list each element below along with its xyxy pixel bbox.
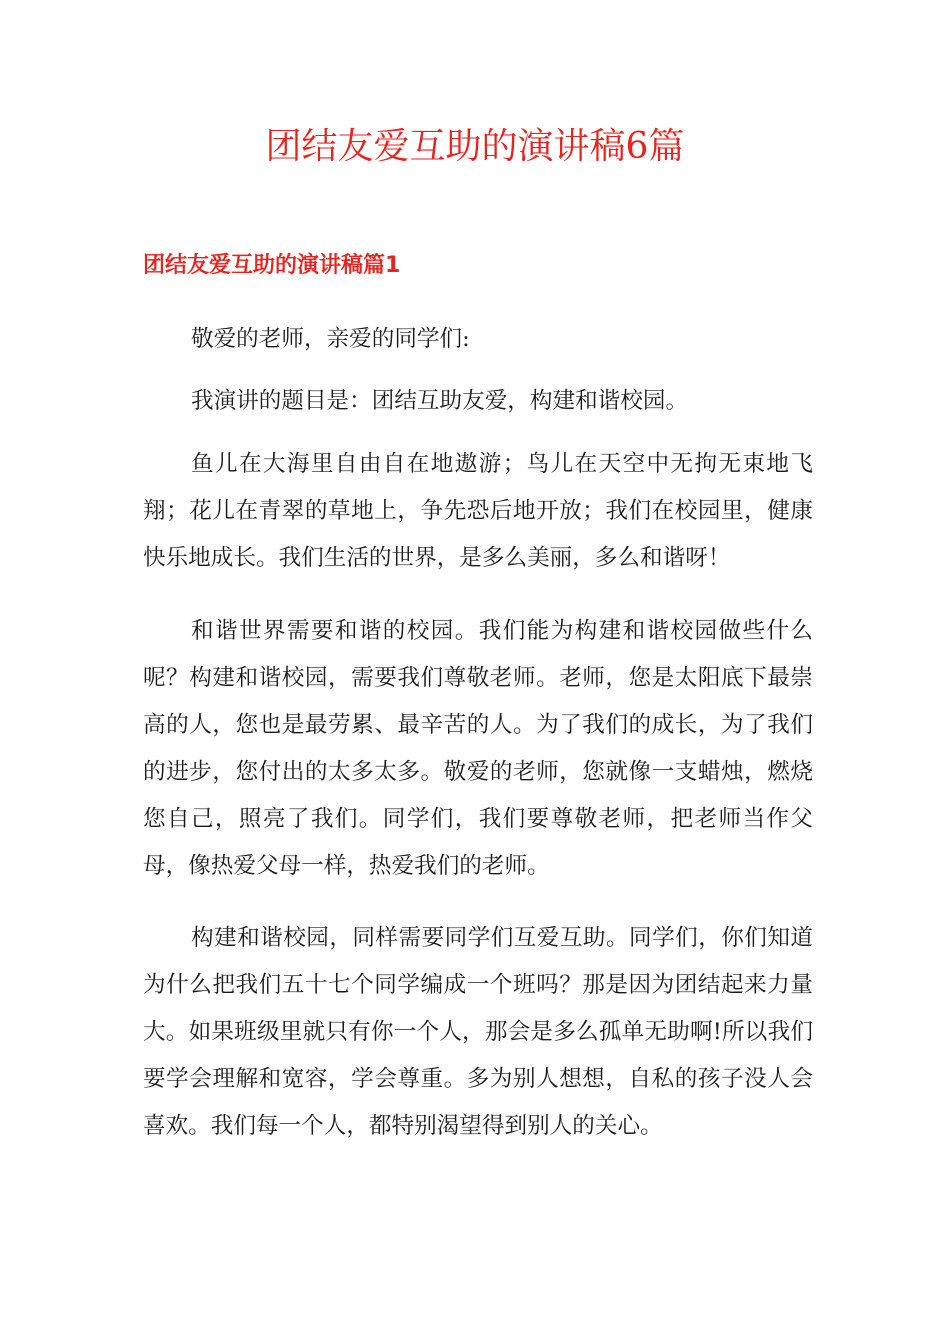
paragraph-topic: 我演讲的题目是：团结互助友爱，构建和谐校园。 [191,388,689,414]
paragraph-mutual-help: 构建和谐校园，同样需要同学们互爱互助。同学们，你们知道为什么把我们五十七个同学编成一个班吗？那是因为团结起来力量大。如果班级里就只有你一个人，那会是多么孤单无助啊!所以我们要学会理解和宽容，学会尊重。多为别人想想，自私的孩子没人会喜欢。我们每一个人，都特别渴望得到别人的关心。 [143,925,813,1139]
paragraph-respect-teachers: 和谐世界需要和谐的校园。我们能为构建和谐校园做些什么呢？构建和谐校园，需要我们尊敬老师。老师，您是太阳底下最崇高的人，您也是最劳累、最辛苦的人。为了我们的成长，为了我们的进步，您付出的太多太多。敬爱的老师，您就像一支蜡烛，燃烧您自己，照亮了我们。同学们，我们要尊敬老师，把老师当作父母，像热爱父母一样，热爱我们的老师。 [143,618,813,879]
section-heading: 团结友爱互助的演讲稿篇1 [143,253,401,278]
paragraph-greeting: 敬爱的老师，亲爱的同学们: [191,326,470,352]
document-title: 团结友爱互助的演讲稿6篇 [265,126,685,167]
paragraph-nature: 鱼儿在大海里自由自在地遨游；鸟儿在天空中无拘无束地飞翔；花儿在青翠的草地上，争先恐后地开放；我们在校园里，健康快乐地成长。我们生活的世界，是多么美丽，多么和谐呀！ [143,451,813,571]
